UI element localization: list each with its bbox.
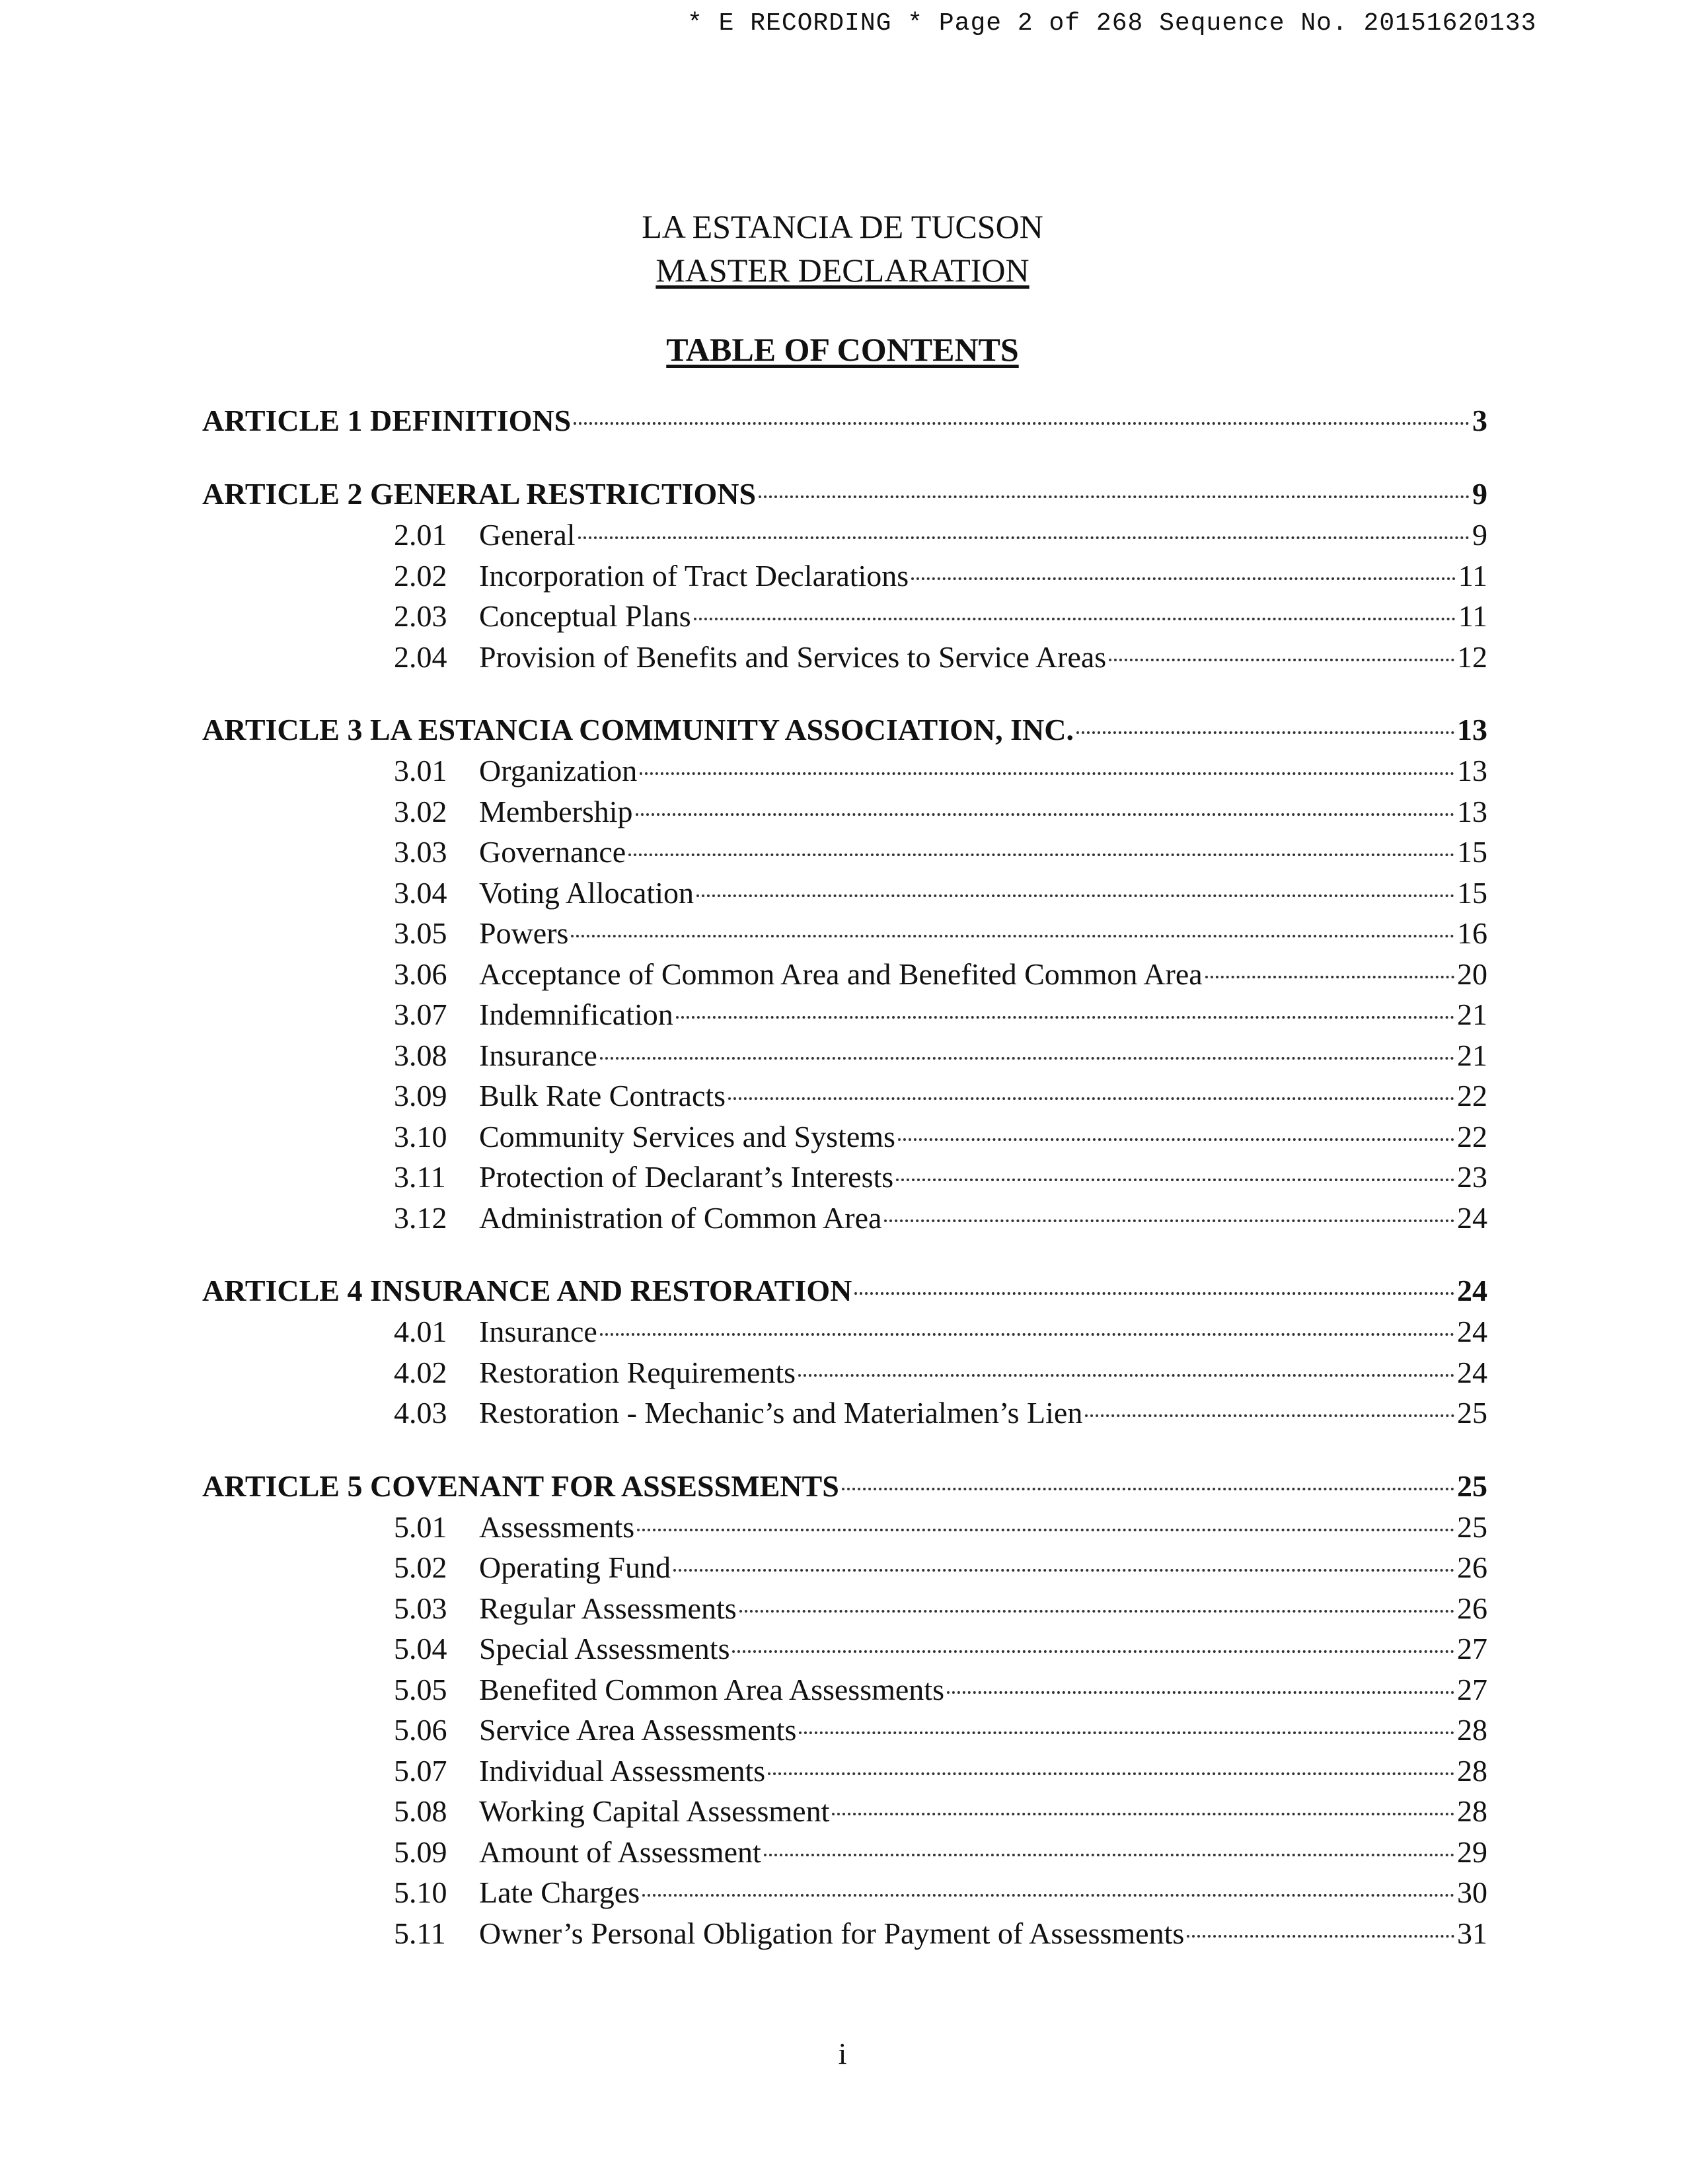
dot-leader	[696, 894, 1454, 897]
toc-section-row	[202, 1355, 1487, 1396]
dot-leader	[759, 495, 1470, 498]
toc-section-title: Regular Assessments	[479, 1591, 737, 1625]
document-title	[0, 205, 1685, 292]
toc-section-title: Operating Fund	[479, 1550, 671, 1584]
toc-section-row	[202, 1510, 1487, 1550]
toc-page-number: 28	[1457, 1753, 1487, 1788]
toc-section-number: 5.07	[394, 1753, 447, 1788]
dot-leader	[1205, 976, 1454, 978]
toc-section-row	[202, 1712, 1487, 1753]
toc-article-row	[202, 712, 1487, 753]
toc-section-title: Voting Allocation	[479, 875, 694, 910]
dot-leader	[694, 618, 1456, 620]
toc-section-row	[202, 1200, 1487, 1241]
toc-section-title: Individual Assessments	[479, 1753, 766, 1788]
toc-section-title: Owner’s Personal Obligation for Payment of Assessments	[479, 1916, 1185, 1950]
dot-leader	[676, 1016, 1454, 1019]
toc-section-row	[202, 1314, 1487, 1355]
toc-section-number: 5.09	[394, 1835, 447, 1869]
dot-leader	[673, 1569, 1454, 1572]
toc-page-number: 3	[1472, 404, 1487, 437]
toc-page-number: 16	[1457, 916, 1487, 950]
toc-section-title: Service Area Assessments	[479, 1713, 797, 1747]
toc-section-title: Provision of Benefits and Services to Service Areas	[479, 639, 1107, 674]
toc-page-number: 28	[1457, 1713, 1487, 1747]
toc-page-number: 25	[1457, 1510, 1487, 1544]
toc-article-title: ARTICLE 1 DEFINITIONS	[202, 404, 572, 437]
toc-section-row	[202, 1835, 1487, 1875]
dot-leader	[600, 1057, 1454, 1060]
toc-page-number: 22	[1457, 1079, 1487, 1112]
toc-section-number: 3.12	[394, 1200, 447, 1235]
toc-section-title: Bulk Rate Contracts	[479, 1079, 726, 1112]
toc-article-title: ARTICLE 4 INSURANCE AND RESTORATION	[202, 1274, 852, 1307]
toc-section-number: 4.01	[394, 1315, 447, 1348]
toc-section-title: Community Services and Systems	[479, 1119, 895, 1153]
toc-page-number: 23	[1457, 1160, 1487, 1194]
toc-article-title: ARTICLE 2 GENERAL RESTRICTIONS	[202, 477, 757, 511]
toc-article-row	[202, 476, 1487, 517]
toc-section-title: Insurance	[479, 1038, 597, 1072]
toc-article-title: ARTICLE 5 COVENANT FOR ASSESSMENTS	[202, 1469, 839, 1503]
dot-leader	[798, 1374, 1454, 1377]
toc-page-number: 27	[1457, 1672, 1487, 1706]
toc-section-number: 3.02	[394, 794, 447, 828]
toc-section-number: 3.11	[394, 1160, 446, 1194]
toc-section-row	[202, 1038, 1487, 1079]
toc-section-row	[202, 753, 1487, 794]
toc-section-row	[202, 1672, 1487, 1713]
toc-section-title: Special Assessments	[479, 1632, 730, 1665]
toc-section-title: Powers	[479, 916, 569, 950]
toc-page-number: 31	[1457, 1916, 1487, 1950]
toc-section-row	[202, 1794, 1487, 1835]
dot-leader	[764, 1854, 1454, 1856]
toc-section-title: Membership	[479, 794, 633, 828]
table-of-contents	[202, 403, 1487, 1956]
dot-leader	[884, 1219, 1454, 1222]
toc-section-number: 3.06	[394, 957, 447, 991]
toc-section-number: 5.04	[394, 1632, 447, 1665]
recording-header: * E RECORDING * Page 2 of 268 Sequence No. 20151620133	[687, 9, 1537, 38]
toc-section-row	[202, 599, 1487, 639]
toc-section-row	[202, 957, 1487, 998]
toc-page-number: 24	[1457, 1355, 1487, 1389]
dot-leader	[728, 1097, 1454, 1100]
toc-section-title: Working Capital Assessment	[479, 1794, 830, 1828]
toc-section-row	[202, 558, 1487, 599]
toc-section-row	[202, 1159, 1487, 1200]
toc-section-row	[202, 834, 1487, 875]
toc-section-number: 3.03	[394, 835, 447, 869]
toc-section-number: 2.01	[394, 518, 447, 552]
toc-page-number: 24	[1457, 1200, 1487, 1235]
title-line-1: LA ESTANCIA DE TUCSON	[642, 208, 1043, 245]
toc-section-number: 5.06	[394, 1713, 447, 1747]
toc-section-title: Protection of Declarant’s Interests	[479, 1160, 894, 1194]
toc-section-number: 4.03	[394, 1396, 447, 1430]
toc-section-row	[202, 1550, 1487, 1591]
toc-section-title: Amount of Assessment	[479, 1835, 761, 1869]
toc-section-row	[202, 997, 1487, 1038]
toc-section-title: Benefited Common Area Assessments	[479, 1672, 944, 1706]
dot-leader	[578, 536, 1470, 539]
toc-page-number: 30	[1457, 1875, 1487, 1909]
toc-section-row	[202, 1591, 1487, 1632]
dot-leader	[642, 1894, 1454, 1897]
dot-leader	[947, 1691, 1454, 1694]
toc-section-title: Restoration - Mechanic’s and Materialmen’s Lien	[479, 1396, 1083, 1430]
toc-article-row	[202, 1273, 1487, 1314]
toc-section-number: 5.11	[394, 1916, 446, 1950]
dot-leader	[911, 577, 1456, 580]
toc-page-number: 21	[1457, 1038, 1487, 1072]
toc-page-number: 9	[1472, 477, 1487, 511]
toc-section-number: 3.09	[394, 1079, 447, 1112]
toc-article-row	[202, 403, 1487, 444]
toc-section-number: 5.02	[394, 1550, 447, 1584]
toc-section-number: 3.04	[394, 875, 447, 910]
dot-leader	[1109, 659, 1454, 661]
toc-page-number: 26	[1457, 1550, 1487, 1584]
dot-leader	[732, 1650, 1454, 1653]
toc-page-number: 29	[1457, 1835, 1487, 1869]
toc-section-row	[202, 1753, 1487, 1794]
toc-page-number: 11	[1458, 599, 1487, 633]
dot-leader	[842, 1488, 1454, 1490]
toc-section-title: Governance	[479, 835, 626, 869]
dot-leader	[898, 1138, 1454, 1141]
toc-section-number: 3.05	[394, 916, 447, 950]
toc-section-row	[202, 1875, 1487, 1916]
toc-section-title: Acceptance of Common Area and Benefited Common Area	[479, 957, 1203, 991]
toc-section-number: 2.02	[394, 558, 447, 593]
toc-section-number: 4.02	[394, 1355, 447, 1389]
toc-page-number: 15	[1457, 875, 1487, 910]
toc-section-row	[202, 1631, 1487, 1672]
toc-section-row	[202, 1395, 1487, 1436]
toc-page-number: 15	[1457, 835, 1487, 869]
dot-leader	[799, 1731, 1454, 1734]
dot-leader	[571, 935, 1454, 937]
toc-section-number: 3.10	[394, 1119, 447, 1153]
toc-page-number: 25	[1457, 1396, 1487, 1430]
toc-section-number: 5.01	[394, 1510, 447, 1544]
toc-page-number: 11	[1458, 558, 1487, 593]
toc-section-title: Restoration Requirements	[479, 1355, 796, 1389]
toc-page-number: 13	[1457, 754, 1487, 787]
toc-section-number: 5.05	[394, 1672, 447, 1706]
toc-section-number: 3.08	[394, 1038, 447, 1072]
title-line-2: MASTER DECLARATION	[655, 252, 1030, 289]
toc-section-number: 3.01	[394, 754, 447, 787]
toc-page-number: 12	[1457, 639, 1487, 674]
toc-section-title: Assessments	[479, 1510, 635, 1544]
toc-section-row	[202, 1916, 1487, 1957]
toc-section-number: 3.07	[394, 998, 447, 1031]
dot-leader	[628, 854, 1454, 856]
toc-section-title: Organization	[479, 754, 638, 787]
toc-section-number: 2.03	[394, 599, 447, 633]
toc-section-number: 2.04	[394, 639, 447, 674]
toc-page-number: 9	[1472, 518, 1487, 552]
toc-section-number: 5.03	[394, 1591, 447, 1625]
toc-section-title: Insurance	[479, 1315, 597, 1348]
toc-article-row	[202, 1469, 1487, 1510]
toc-section-row	[202, 517, 1487, 558]
toc-section-number: 5.10	[394, 1875, 447, 1909]
dot-leader	[574, 422, 1470, 425]
dot-leader	[636, 813, 1454, 816]
dot-leader	[768, 1772, 1454, 1775]
toc-page-number: 28	[1457, 1794, 1487, 1828]
toc-heading: TABLE OF CONTENTS	[666, 331, 1019, 368]
dot-leader	[1187, 1935, 1454, 1938]
toc-page-number: 24	[1457, 1274, 1487, 1307]
toc-page-number: 27	[1457, 1632, 1487, 1665]
toc-section-title: Late Charges	[479, 1875, 640, 1909]
dot-leader	[1085, 1414, 1454, 1417]
dot-leader	[739, 1610, 1454, 1613]
dot-leader	[600, 1333, 1454, 1336]
dot-leader	[896, 1179, 1454, 1181]
toc-section-title: General	[479, 518, 576, 552]
dot-leader	[640, 772, 1454, 775]
toc-page-number: 21	[1457, 998, 1487, 1031]
toc-page-number: 13	[1457, 794, 1487, 828]
toc-section-number: 5.08	[394, 1794, 447, 1828]
toc-section-row	[202, 794, 1487, 835]
dot-leader	[854, 1292, 1454, 1295]
toc-section-row	[202, 875, 1487, 916]
toc-page-number: 25	[1457, 1469, 1487, 1503]
page-number-footer: i	[838, 2037, 847, 2070]
toc-section-title: Indemnification	[479, 998, 673, 1031]
toc-page-number: 13	[1457, 713, 1487, 746]
toc-page-number: 20	[1457, 957, 1487, 991]
toc-section-row	[202, 1078, 1487, 1119]
toc-article-title: ARTICLE 3 LA ESTANCIA COMMUNITY ASSOCIATION, INC.	[202, 713, 1074, 746]
toc-section-row	[202, 916, 1487, 957]
dot-leader	[637, 1529, 1454, 1531]
toc-section-title: Administration of Common Area	[479, 1200, 882, 1235]
toc-page-number: 26	[1457, 1591, 1487, 1625]
dot-leader	[832, 1813, 1454, 1815]
toc-section-row	[202, 1119, 1487, 1160]
toc-page-number: 22	[1457, 1119, 1487, 1153]
toc-page-number: 24	[1457, 1315, 1487, 1348]
toc-section-title: Incorporation of Tract Declarations	[479, 558, 909, 593]
toc-section-title: Conceptual Plans	[479, 599, 691, 633]
toc-section-row	[202, 639, 1487, 680]
dot-leader	[1076, 731, 1454, 734]
